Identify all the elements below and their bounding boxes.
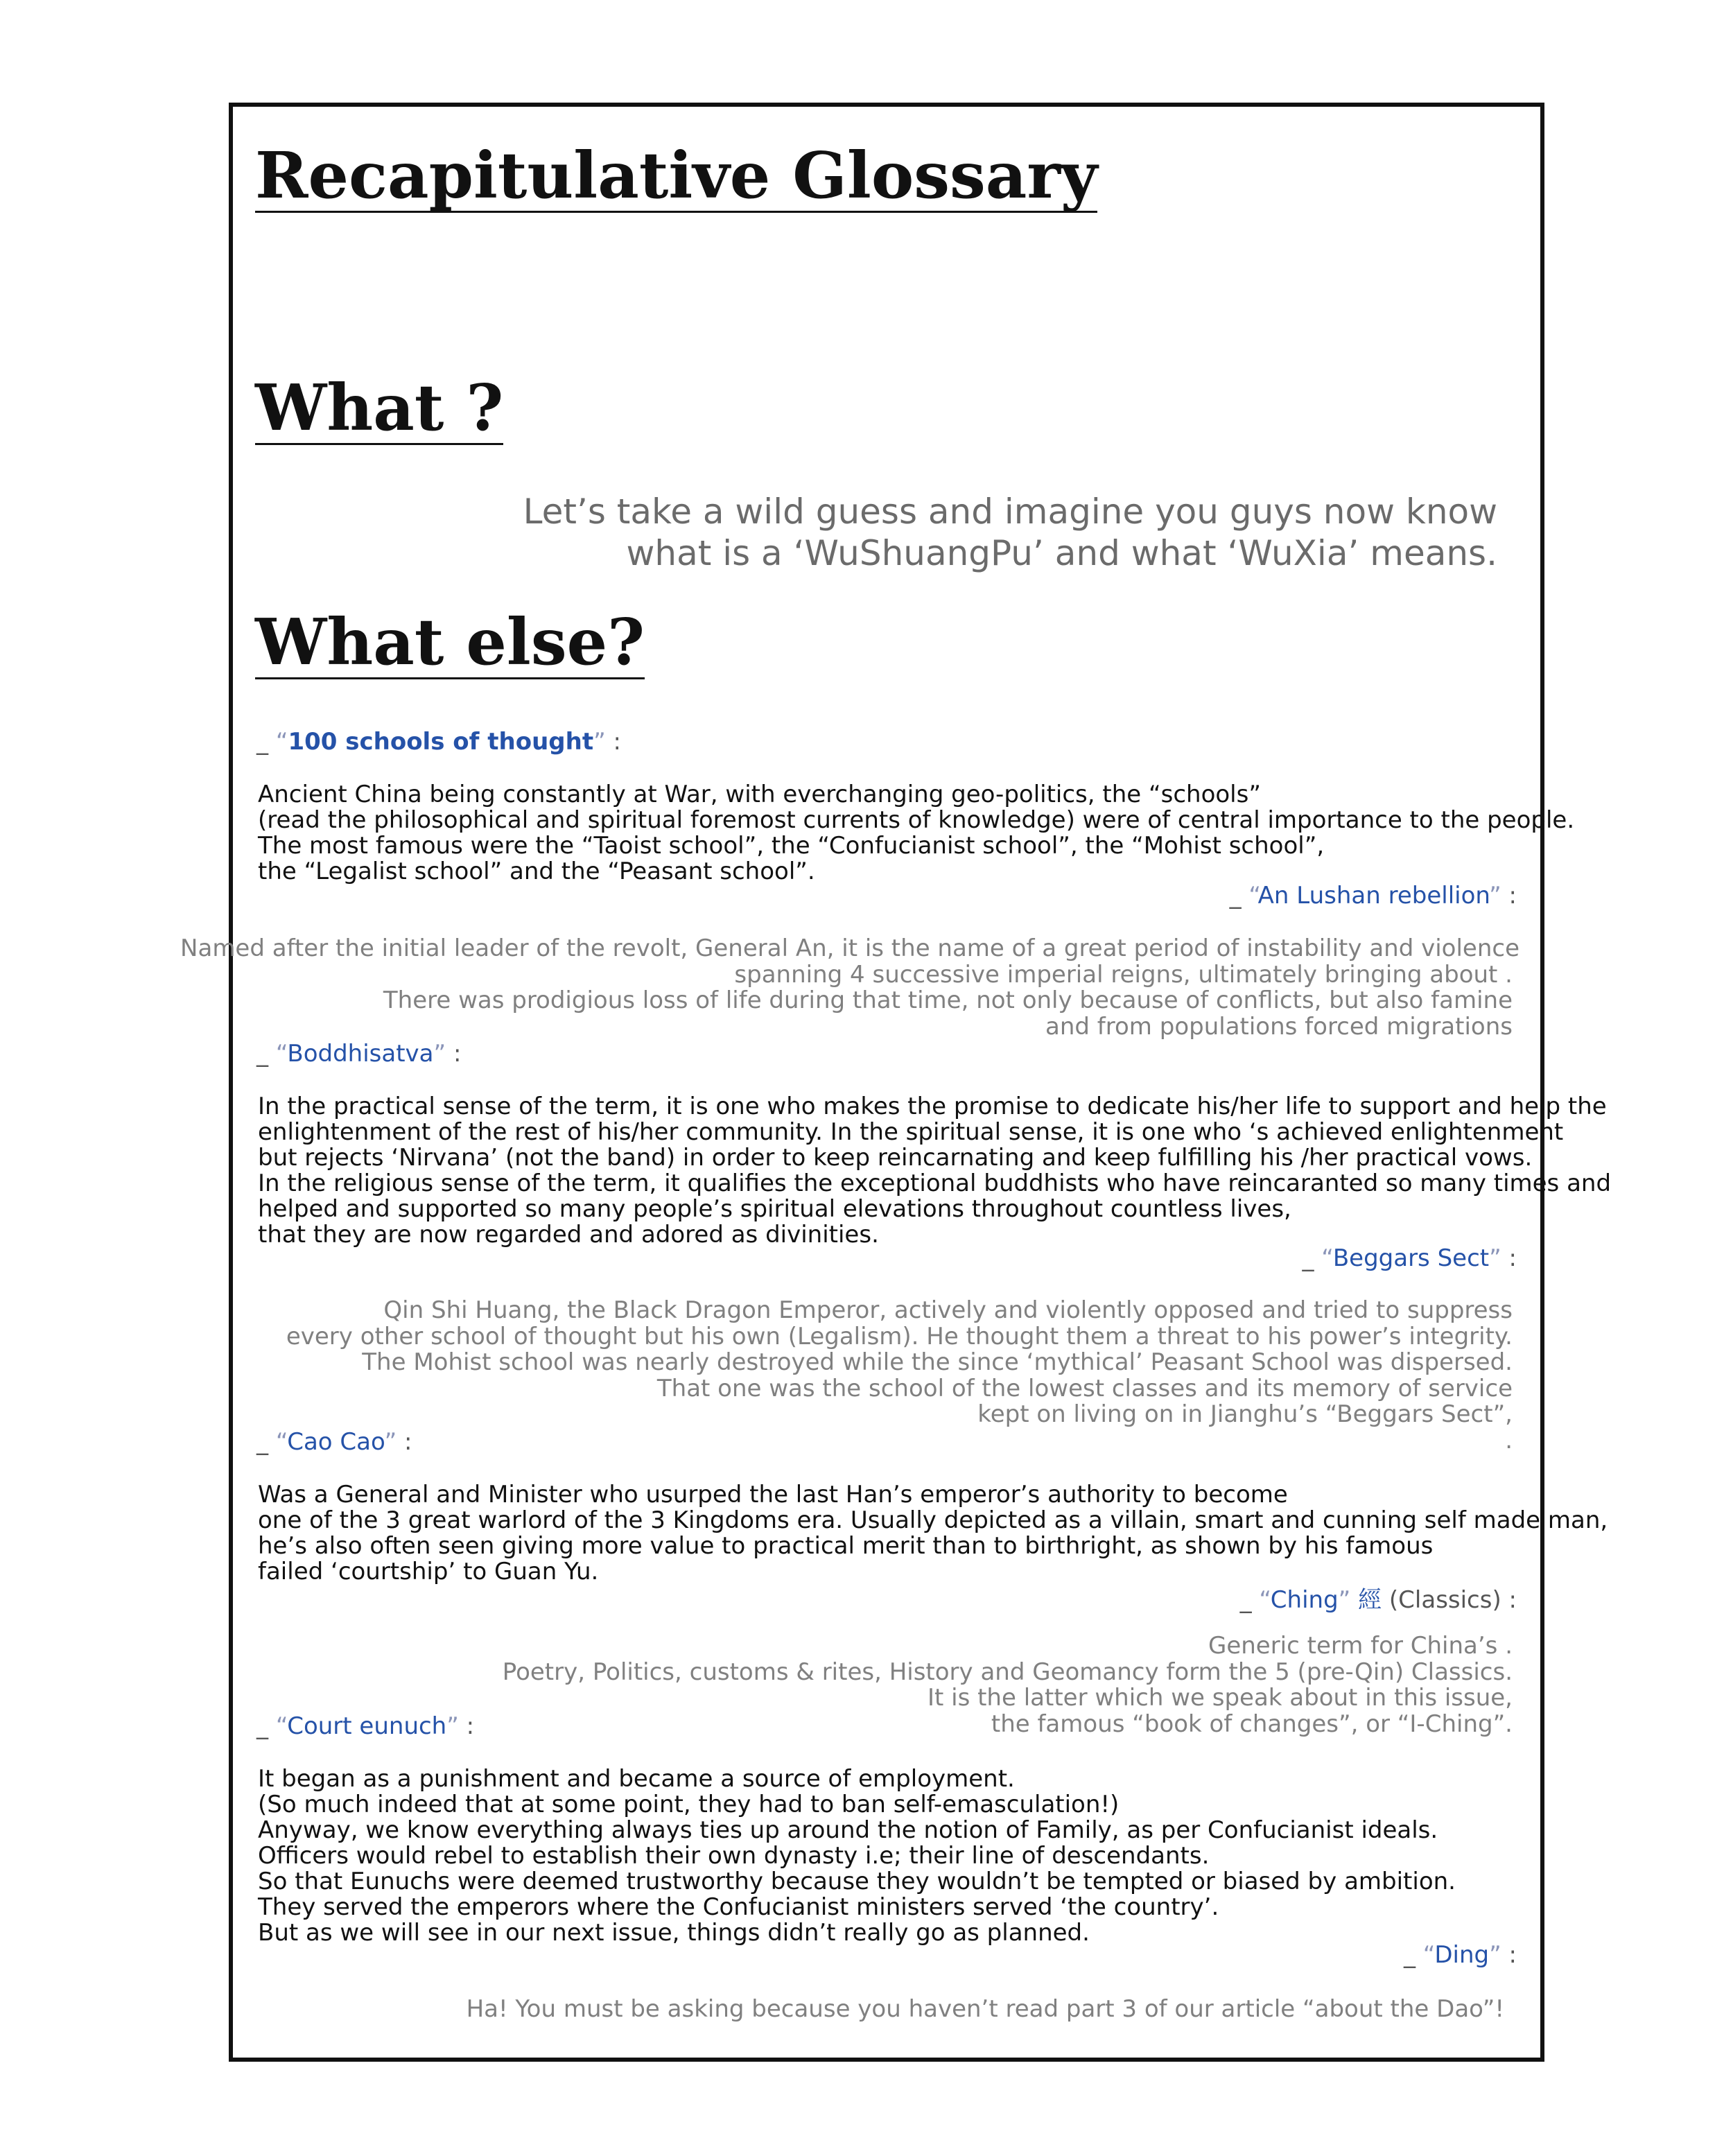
definition-ding <box>467 1997 1504 2023</box>
definition-line: Ha! You must be asking because you haven’t read part 3 of our article “about the Dao”! <box>466 1995 1504 2023</box>
definition-cao-cao <box>258 1482 1608 1585</box>
definition-line: Officers would rebel to establish their own dynasty i.e; their line of descendants. <box>258 1842 1210 1870</box>
definition-line: the famous “book of changes”, or “I-Ching”. <box>991 1710 1513 1738</box>
definition-line: Poetry, Politics, customs & rites, History and Geomancy form the 5 (pre-Qin) Classics. <box>502 1658 1513 1686</box>
definition-line: one of the 3 great warlord of the 3 Kingdoms era. Usually depicted as a villain, smart and cunning self made man, <box>258 1506 1608 1534</box>
term-name: Court eunuch <box>287 1712 447 1740</box>
term-name: Cao Cao <box>287 1428 385 1456</box>
definition-line: (So much indeed that at some point, they had to ban self-emasculation!) <box>258 1791 1120 1818</box>
definition-line: In the practical sense of the term, it is one who makes the promise to dedicate his/her life to support and help the <box>258 1093 1607 1120</box>
definition-line: The Mohist school was nearly destroyed while the since ‘mythical’ Peasant School was dispersed. <box>362 1348 1513 1376</box>
page-title: Recapitulative Glossary <box>255 138 1098 213</box>
definition-line: In the religious sense of the term, it qualifies the exceptional buddhists who have reincaranted so many times and <box>258 1170 1612 1197</box>
definition-line: the “Legalist school” and the “Peasant school”. <box>258 858 815 885</box>
definition-line: kept on living on in Jianghu’s “Beggars Sect”, <box>977 1400 1513 1428</box>
definition-line: It began as a punishment and became a source of employment. <box>258 1765 1015 1793</box>
definition-line: Generic term for China’s . <box>1208 1632 1513 1660</box>
term-name: An Lushan rebellion <box>1257 882 1490 910</box>
definition-beggars-sect <box>286 1298 1513 1454</box>
definition-100-schools <box>258 782 1574 885</box>
glossary-term-ching: _ “Ching” 經 (Classics) : <box>1239 1586 1517 1614</box>
definition-line: but rejects ‘Nirvana’ (not the band) in order to keep reincarnating and keep fulfilling his /her practical vows. <box>258 1144 1533 1172</box>
definition-line: They served the emperors where the Confucianist ministers served ‘the country’. <box>258 1893 1219 1921</box>
glossary-term-boddhisatva: _ “Boddhisatva” : <box>256 1040 462 1068</box>
definition-line: It is the latter which we speak about in this issue, <box>927 1684 1513 1712</box>
definition-line: So that Eunuchs were deemed trustworthy because they wouldn’t be tempted or biased by ambition. <box>258 1868 1456 1895</box>
definition-line: helped and supported so many people’s spiritual elevations throughout countless lives, <box>258 1195 1291 1223</box>
term-hanzi: 經 <box>1350 1586 1382 1614</box>
glossary-term-100-schools: _ “100 schools of thought” : <box>256 728 621 756</box>
term-name: 100 schools of thought <box>288 728 594 756</box>
definition-boddhisatva <box>258 1094 1611 1248</box>
definition-line: enlightenment of the rest of his/her community. In the spiritual sense, it is one who ‘s achieved enlightenment <box>258 1118 1564 1146</box>
definition-line: spanning 4 successive imperial reigns, ultimately bringing about . <box>734 960 1513 989</box>
definition-line: Anyway, we know everything always ties up around the notion of Family, as per Confucianist ideals. <box>258 1816 1438 1844</box>
term-name: Beggars Sect <box>1332 1244 1490 1272</box>
definition-line: every other school of thought but his own (Legalism). He thought them a threat to his power’s integrity. <box>286 1322 1513 1350</box>
term-name: Ching <box>1270 1586 1339 1614</box>
heading-what: What ? <box>255 370 504 445</box>
definition-court-eunuch <box>258 1766 1456 1946</box>
intro-line: what is a ‘WuShuangPu’ and what ‘WuXia’ means. <box>626 533 1497 573</box>
definition-line: Was a General and Minister who usurped the last Han’s emperor’s authority to become <box>258 1481 1288 1509</box>
glossary-term-cao-cao: _ “Cao Cao” : <box>256 1428 412 1456</box>
definition-line: There was prodigious loss of life during that time, not only because of conflicts, but also famine <box>383 986 1513 1014</box>
definition-line: and from populations forced migrations <box>1045 1012 1513 1041</box>
glossary-term-court-eunuch: _ “Court eunuch” : <box>256 1712 475 1740</box>
glossary-term-ding: _ “Ding” : <box>1403 1941 1517 1969</box>
glossary-term-an-lushan: _ “An Lushan rebellion” : <box>1229 882 1517 910</box>
definition-line: Qin Shi Huang, the Black Dragon Emperor, actively and violently opposed and tried to suppress <box>383 1296 1513 1324</box>
definition-line: That one was the school of the lowest classes and its memory of service <box>656 1374 1513 1402</box>
definition-line: failed ‘courtship’ to Guan Yu. <box>258 1558 599 1585</box>
term-name: Boddhisatva <box>287 1040 434 1068</box>
intro-line: Let’s take a wild guess and imagine you guys now know <box>523 492 1497 532</box>
definition-line: The most famous were the “Taoist school”, the “Confucianist school”, the “Mohist school”, <box>258 832 1325 860</box>
glossary-term-beggars-sect: _ “Beggars Sect” : <box>1302 1244 1517 1272</box>
definition-line: Ancient China being constantly at War, with everchanging geo-politics, the “schools” <box>258 781 1261 808</box>
heading-what-else: What else? <box>255 605 645 679</box>
term-name: Ding <box>1434 1941 1490 1969</box>
definition-line: But as we will see in our next issue, things didn’t really go as planned. <box>258 1919 1090 1947</box>
definition-line: that they are now regarded and adored as divinities. <box>258 1221 879 1249</box>
definition-an-lushan <box>180 934 1519 1041</box>
definition-line: Named after the initial leader of the revolt, General An, it is the name of a great period of instability and violence <box>180 934 1519 962</box>
definition-ching <box>503 1633 1513 1737</box>
definition-line: . <box>1505 1426 1513 1454</box>
definition-line: he’s also often seen giving more value to practical merit than to birthright, as shown by his famous <box>258 1532 1434 1560</box>
definition-line: (read the philosophical and spiritual foremost currents of knowledge) were of central importance to the people. <box>258 806 1575 834</box>
intro-text <box>523 491 1497 574</box>
